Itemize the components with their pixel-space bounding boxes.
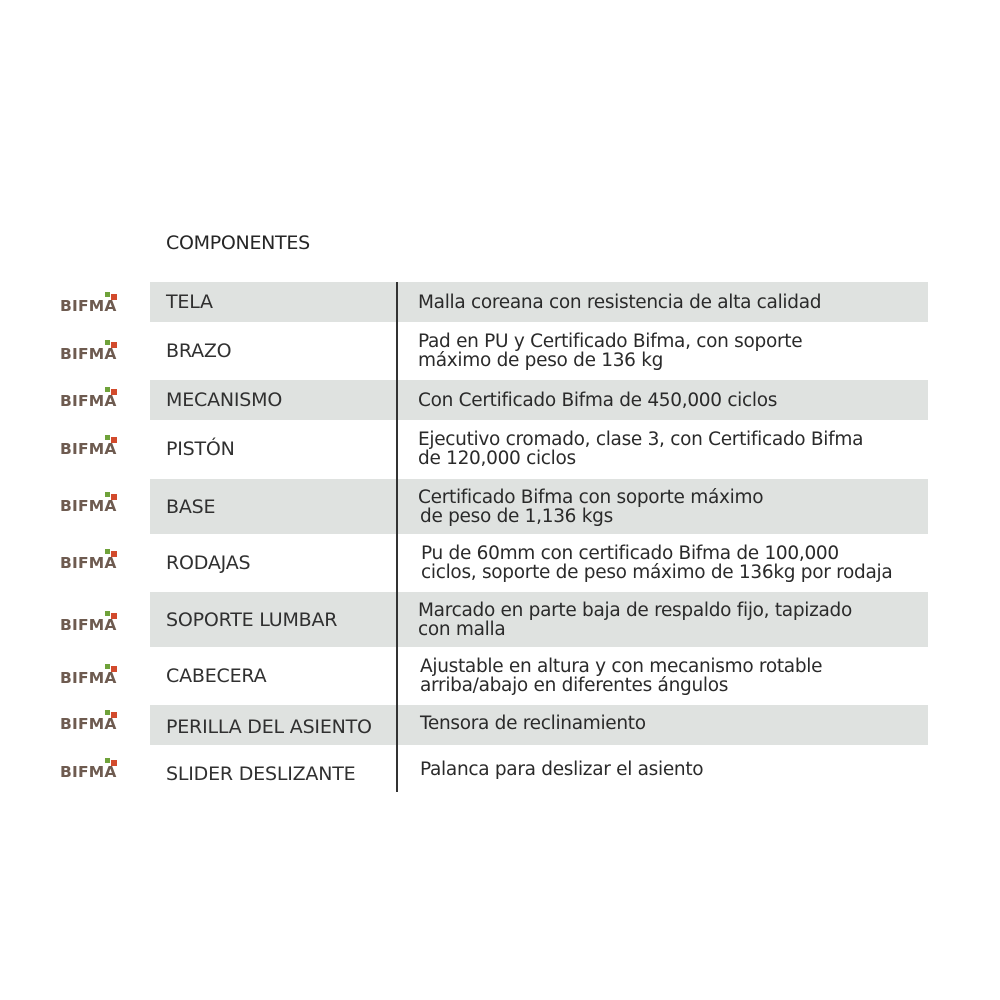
bifma-logo-icon: BIFMA: [60, 492, 130, 514]
component-name: RODAJAS: [166, 552, 251, 574]
component-name: SOPORTE LUMBAR: [166, 608, 338, 631]
bifma-logo-icon: BIFMA: [60, 435, 130, 457]
component-name: SLIDER DESLIZANTE: [166, 763, 356, 785]
bifma-logo-icon: BIFMA: [60, 758, 130, 780]
bifma-logo-icon: BIFMA: [60, 664, 130, 686]
component-name: PISTÓN: [166, 438, 235, 460]
component-description: Tensora de reclinamiento: [420, 712, 646, 734]
table-row: [0, 380, 1000, 420]
component-description: Malla coreana con resistencia de alta calidad: [418, 291, 822, 313]
component-description: Con Certificado Bifma de 450,000 ciclos: [418, 389, 778, 411]
table-heading: COMPONENTES: [166, 232, 310, 254]
table-row: [0, 282, 1000, 322]
bifma-logo-icon: BIFMA: [60, 387, 130, 409]
table-row: [0, 479, 1000, 534]
component-description: Marcado en parte baja de respaldo fijo, tapizado con malla: [418, 599, 853, 640]
component-description: Pu de 60mm con certificado Bifma de 100,000 ciclos, soporte de peso máximo de 136kg por rodaja: [421, 543, 893, 583]
table-row: [0, 705, 1000, 745]
component-name: BRAZO: [166, 340, 232, 362]
component-description: Pad en PU y Certificado Bifma, con soporte máximo de peso de 136 kg: [418, 331, 803, 371]
bifma-logo-icon: BIFMA: [60, 549, 130, 571]
bifma-logo-icon: BIFMA: [60, 340, 130, 362]
column-divider: [396, 282, 398, 792]
component-name: MECANISMO: [166, 389, 283, 411]
table-row: [0, 592, 1000, 647]
table-row: [0, 650, 1000, 702]
table-row: [0, 325, 1000, 377]
bifma-logo-icon: BIFMA: [60, 611, 130, 633]
component-description: Palanca para deslizar el asiento: [420, 758, 704, 780]
component-name: BASE: [166, 495, 216, 518]
table-row: [0, 537, 1000, 589]
component-name: TELA: [166, 291, 213, 313]
bifma-logo-icon: BIFMA: [60, 292, 130, 314]
component-name: CABECERA: [166, 665, 267, 687]
component-name: PERILLA DEL ASIENTO: [166, 716, 372, 738]
component-description: Ejecutivo cromado, clase 3, con Certificado Bifma de 120,000 ciclos: [418, 429, 864, 469]
component-description: Certificado Bifma con soporte máximo de peso de 1,136 kgs: [418, 486, 764, 527]
table-row: [0, 423, 1000, 475]
table-row: [0, 750, 1000, 792]
bifma-logo-icon: BIFMA: [60, 710, 130, 732]
component-description: Ajustable en altura y con mecanismo rotable arriba/abajo en diferentes ángulos: [420, 656, 823, 696]
